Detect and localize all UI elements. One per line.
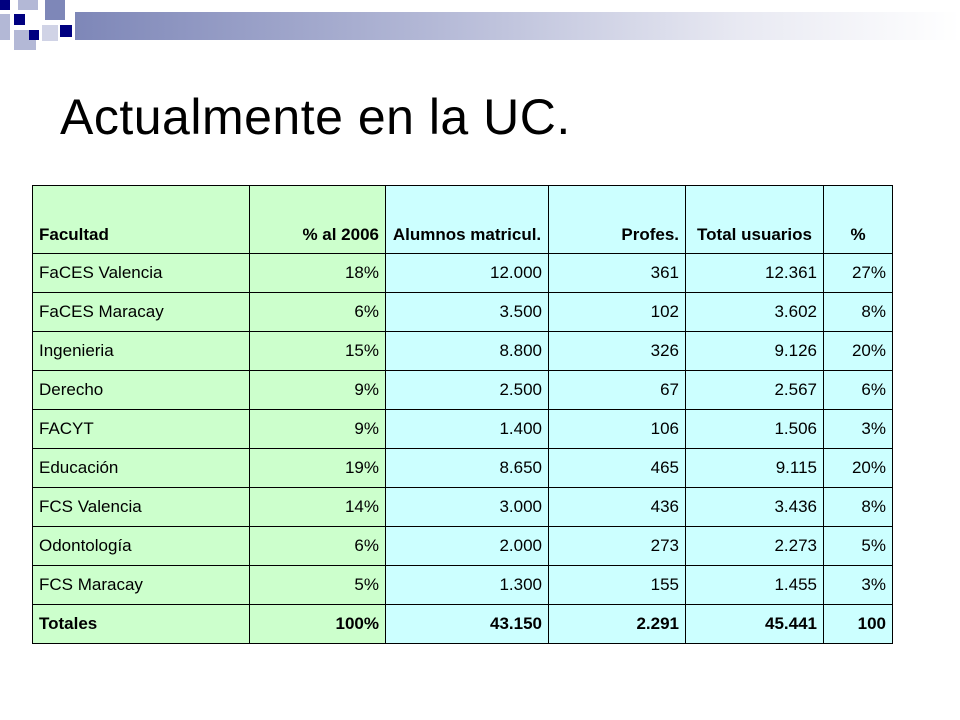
cell-alumnos: 3.000 — [386, 488, 549, 527]
table-row — [33, 332, 893, 371]
cell-facultad: FaCES Maracay — [33, 293, 250, 332]
totals-label: Totales — [33, 605, 250, 644]
cell-alumnos: 1.400 — [386, 410, 549, 449]
table-header-row — [33, 186, 893, 254]
decor-square-lavender-2 — [0, 14, 10, 40]
cell-total-usuarios: 1.506 — [686, 410, 824, 449]
cell-alumnos: 8.800 — [386, 332, 549, 371]
header-profes: Profes. — [549, 186, 686, 254]
cell-facultad: Odontología — [33, 527, 250, 566]
cell-alumnos: 2.000 — [386, 527, 549, 566]
cell-alumnos: 12.000 — [386, 254, 549, 293]
cell-percent-2006: 18% — [250, 254, 386, 293]
cell-percent-2006: 6% — [250, 527, 386, 566]
decor-square-lavender-4 — [42, 25, 58, 41]
decor-square-navy-4 — [60, 25, 72, 37]
cell-facultad: Ingenieria — [33, 332, 250, 371]
table-row — [33, 410, 893, 449]
totals-alumnos: 43.150 — [386, 605, 549, 644]
cell-percent: 3% — [824, 566, 893, 605]
cell-percent-2006: 15% — [250, 332, 386, 371]
cell-facultad: FCS Valencia — [33, 488, 250, 527]
table-row — [33, 488, 893, 527]
table-row — [33, 527, 893, 566]
cell-percent: 5% — [824, 527, 893, 566]
cell-alumnos: 8.650 — [386, 449, 549, 488]
table-row — [33, 566, 893, 605]
cell-total-usuarios: 9.115 — [686, 449, 824, 488]
table-row — [33, 449, 893, 488]
decor-square-navy-3 — [29, 30, 39, 40]
slide-title: Actualmente en la UC. — [60, 89, 571, 145]
cell-percent-2006: 14% — [250, 488, 386, 527]
cell-alumnos: 1.300 — [386, 566, 549, 605]
table-row — [33, 371, 893, 410]
cell-total-usuarios: 2.567 — [686, 371, 824, 410]
cell-profes: 106 — [549, 410, 686, 449]
cell-percent: 8% — [824, 293, 893, 332]
cell-total-usuarios: 9.126 — [686, 332, 824, 371]
cell-alumnos: 3.500 — [386, 293, 549, 332]
cell-profes: 273 — [549, 527, 686, 566]
cell-profes: 102 — [549, 293, 686, 332]
cell-profes: 326 — [549, 332, 686, 371]
cell-percent-2006: 9% — [250, 410, 386, 449]
cell-facultad: FCS Maracay — [33, 566, 250, 605]
cell-total-usuarios: 12.361 — [686, 254, 824, 293]
table-row — [33, 293, 893, 332]
cell-percent: 20% — [824, 449, 893, 488]
cell-total-usuarios: 2.273 — [686, 527, 824, 566]
cell-percent-2006: 9% — [250, 371, 386, 410]
cell-profes: 67 — [549, 371, 686, 410]
totals-row — [33, 605, 893, 644]
cell-total-usuarios: 3.436 — [686, 488, 824, 527]
cell-percent: 6% — [824, 371, 893, 410]
decor-square-navy-1 — [0, 0, 10, 10]
cell-percent: 8% — [824, 488, 893, 527]
cell-profes: 361 — [549, 254, 686, 293]
decor-square-navy-2 — [14, 14, 25, 25]
cell-percent: 27% — [824, 254, 893, 293]
cell-percent: 3% — [824, 410, 893, 449]
decor-square-lavender-1 — [18, 0, 38, 10]
cell-facultad: FaCES Valencia — [33, 254, 250, 293]
cell-facultad: FACYT — [33, 410, 250, 449]
header-facultad: Facultad — [33, 186, 250, 254]
cell-percent-2006: 19% — [250, 449, 386, 488]
table-row — [33, 254, 893, 293]
cell-total-usuarios: 1.455 — [686, 566, 824, 605]
cell-profes: 436 — [549, 488, 686, 527]
cell-percent-2006: 6% — [250, 293, 386, 332]
decor-square-periwinkle — [45, 0, 65, 20]
cell-profes: 465 — [549, 449, 686, 488]
header-gradient-bar — [75, 12, 960, 40]
totals-percent-2006: 100% — [250, 605, 386, 644]
totals-usuarios: 45.441 — [686, 605, 824, 644]
totals-percent: 100 — [824, 605, 893, 644]
cell-total-usuarios: 3.602 — [686, 293, 824, 332]
header-alumnos: Alumnos matricul. — [386, 186, 549, 254]
cell-facultad: Educación — [33, 449, 250, 488]
cell-alumnos: 2.500 — [386, 371, 549, 410]
cell-percent-2006: 5% — [250, 566, 386, 605]
header-percent-2006: % al 2006 — [250, 186, 386, 254]
faculty-table — [32, 185, 893, 644]
totals-profes: 2.291 — [549, 605, 686, 644]
cell-facultad: Derecho — [33, 371, 250, 410]
cell-profes: 155 — [549, 566, 686, 605]
header-percent: % — [824, 186, 893, 254]
header-total-usuarios: Total usuarios — [686, 186, 824, 254]
cell-percent: 20% — [824, 332, 893, 371]
